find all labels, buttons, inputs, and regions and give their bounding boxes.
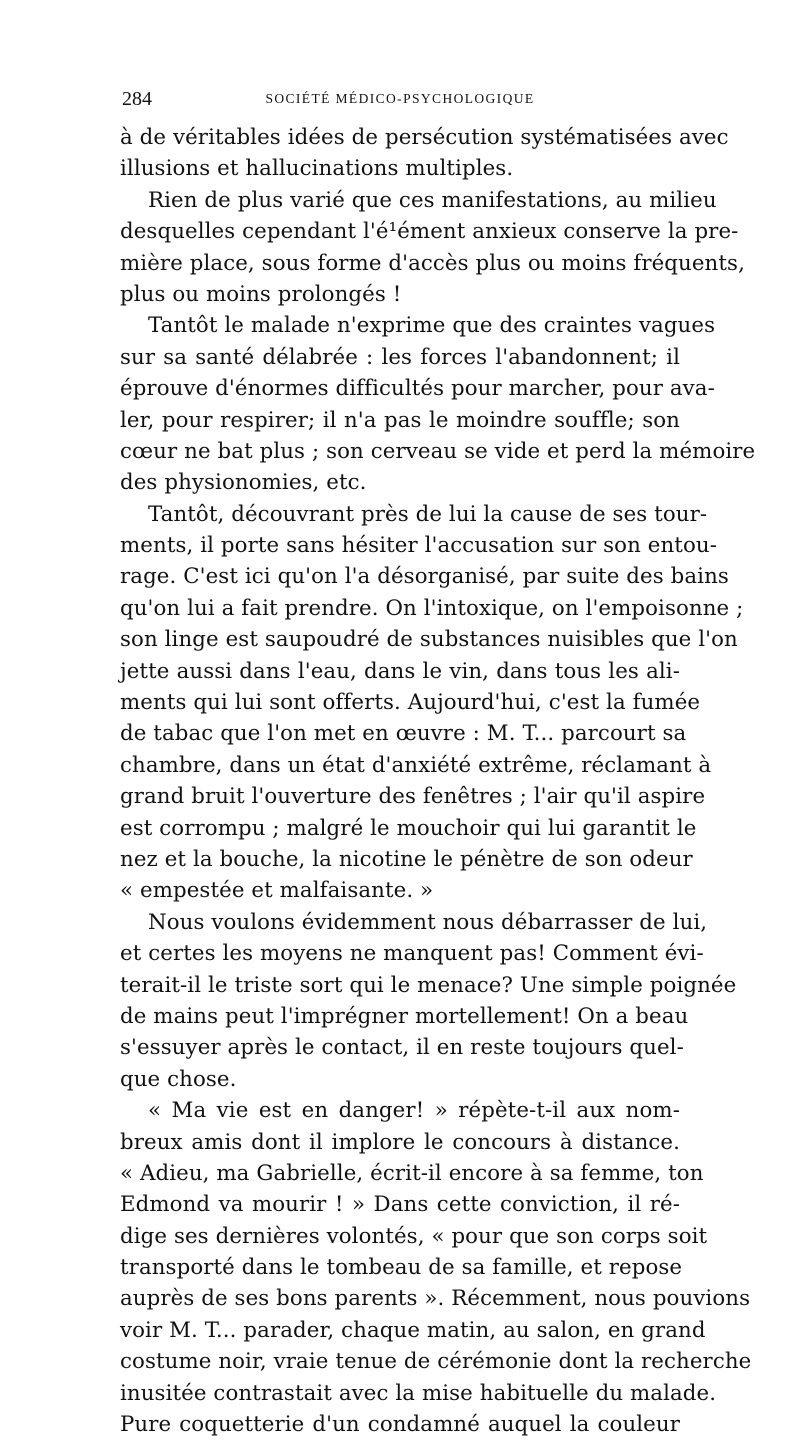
- body-text: [120, 122, 756, 1440]
- text-line: « Adieu, ma Gabrielle, écrit-il encore à sa femme, ton: [120, 1160, 704, 1186]
- book-page: [120, 88, 756, 1440]
- text-line: Edmond va mourir ! » Dans cette conviction, il ré-: [120, 1192, 680, 1218]
- text-line: dige ses dernières volontés, « pour que son corps soit: [120, 1223, 708, 1249]
- text-line: jette aussi dans l'eau, dans le vin, dans tous les ali-: [120, 658, 680, 684]
- text-line: ler, pour respirer; il n'a pas le moindre souffle; son: [120, 407, 680, 433]
- text-line: Tantôt le malade n'exprime que des craintes vagues: [148, 313, 716, 339]
- text-line: voir M. T... parader, chaque matin, au salon, en grand: [120, 1317, 706, 1343]
- text-line: que chose.: [120, 1066, 237, 1092]
- text-line: son linge est saupoudré de substances nuisibles que l'on: [120, 627, 738, 653]
- text-line: de tabac que l'on met en œuvre : M. T... parcourt sa: [120, 721, 687, 747]
- text-line: qu'on lui a fait prendre. On l'intoxique, on l'empoisonne ;: [120, 595, 744, 621]
- page-header: [120, 88, 680, 122]
- text-line: transporté dans le tombeau de sa famille, et repose: [120, 1255, 683, 1281]
- text-line: chambre, dans un état d'anxiété extrême, réclamant à: [120, 752, 712, 778]
- text-line: ments, il porte sans hésiter l'accusation sur son entou-: [120, 533, 717, 559]
- text-line: inusitée contrastait avec la mise habituelle du malade.: [120, 1380, 717, 1406]
- text-line: nez et la bouche, la nicotine le pénètre de son odeur: [120, 846, 693, 872]
- text-line: « empestée et malfaisante. »: [120, 878, 434, 904]
- text-line: ments qui lui sont offerts. Aujourd'hui, c'est la fumée: [120, 690, 701, 716]
- text-line: terait-il le triste sort qui le menace? Une simple poignée: [120, 972, 737, 998]
- text-line: des physionomies, etc.: [120, 470, 367, 496]
- text-line: sur sa santé délabrée : les forces l'abandonnent; il: [120, 344, 680, 370]
- text-line: Nous voulons évidemment nous débarrasser de lui,: [148, 909, 708, 935]
- text-line: à de véritables idées de persécution systématisées avec: [120, 125, 729, 150]
- text-line: est corrompu ; malgré le mouchoir qui lui garantit le: [120, 815, 697, 841]
- text-line: breux amis dont il implore le concours à distance.: [120, 1129, 680, 1155]
- text-line: et certes les moyens ne manquent pas! Comment évi-: [120, 941, 704, 967]
- text-line: mière place, sous forme d'accès plus ou moins fréquents,: [120, 250, 745, 276]
- text-line: s'essuyer après le contact, il en reste toujours quel-: [120, 1035, 684, 1061]
- text-line: desquelles cependant l'é¹ément anxieux conserve la pre-: [120, 219, 739, 245]
- text-line: de mains peut l'imprégner mortellement! On a beau: [120, 1003, 689, 1029]
- running-title: SOCIÉTÉ MÉDICO-PSYCHOLOGIQUE: [265, 91, 535, 106]
- text-line: Tantôt, découvrant près de lui la cause de ses tour-: [148, 501, 708, 527]
- text-line: Rien de plus varié que ces manifestations, au milieu: [148, 187, 717, 213]
- page-number: 284: [122, 88, 152, 110]
- text-line: plus ou moins prolongés !: [120, 281, 402, 307]
- text-line: rage. C'est ici qu'on l'a désorganisé, par suite des bains: [120, 564, 729, 590]
- text-line: cœur ne bat plus ; son cerveau se vide et perd la mémoire: [120, 438, 756, 464]
- text-line: éprouve d'énormes difficultés pour marcher, pour ava-: [120, 376, 715, 402]
- text-line: auprès de ses bons parents ». Récemment, nous pouvions: [120, 1286, 751, 1312]
- text-line: illusions et hallucinations multiples.: [120, 156, 514, 182]
- text-line: grand bruit l'ouverture des fenêtres ; l'air qu'il aspire: [120, 784, 706, 810]
- text-line: « Ma vie est en danger! » répète-t-il aux nom-: [148, 1098, 680, 1124]
- text-line: costume noir, vraie tenue de cérémonie dont la recherche: [120, 1349, 752, 1375]
- text-line: Pure coquetterie d'un condamné auquel la couleur: [120, 1412, 680, 1438]
